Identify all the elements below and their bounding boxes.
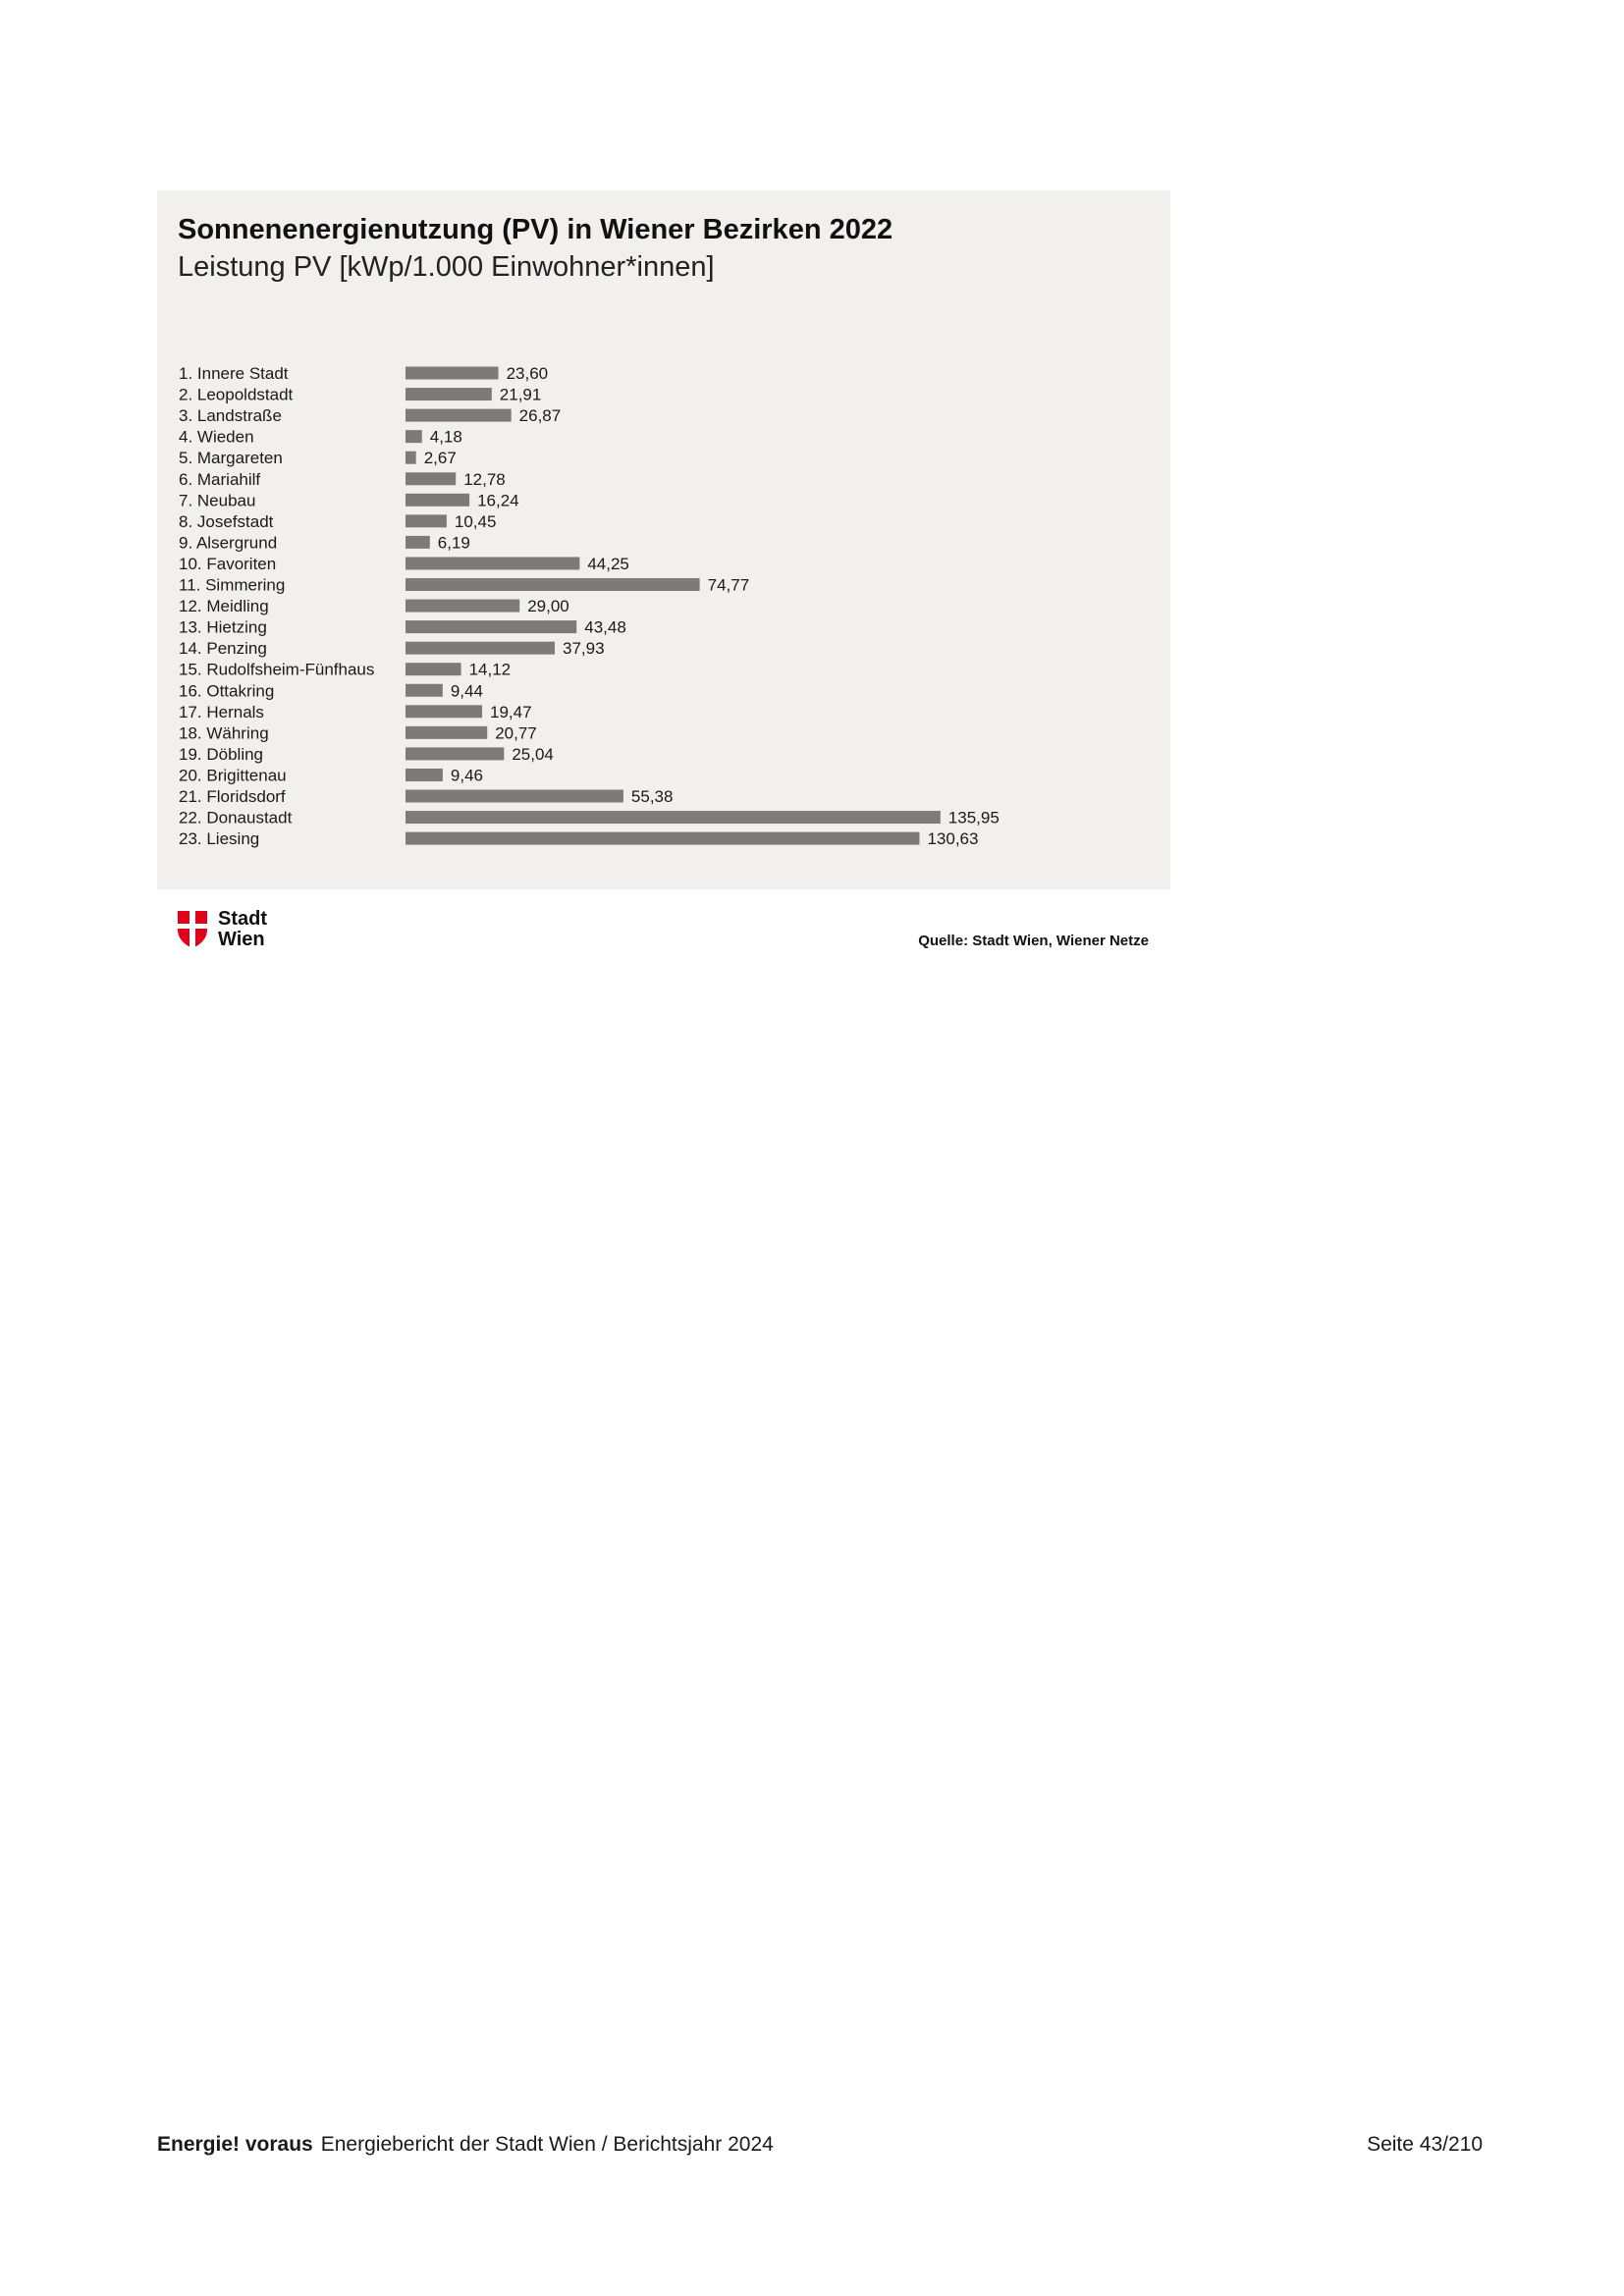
category-label: 15. Rudolfsheim-Fünfhaus: [179, 660, 375, 679]
bar: [406, 620, 576, 633]
value-label: 37,93: [562, 639, 605, 659]
bar: [406, 832, 919, 845]
chart-panel: [157, 190, 1170, 889]
bar: [406, 600, 519, 613]
stadt-wien-logo: [177, 910, 295, 953]
bar: [406, 557, 579, 569]
category-label: 9. Alsergrund: [179, 533, 278, 553]
bar: [406, 452, 416, 464]
category-label: 4. Wieden: [179, 427, 254, 447]
bar: [406, 747, 504, 760]
category-label: 8. Josefstadt: [179, 511, 274, 531]
bar: [406, 514, 447, 527]
value-label: 135,95: [947, 808, 1000, 828]
value-label: 2,67: [423, 449, 457, 468]
bar: [406, 769, 443, 781]
category-label: 11. Simmering: [179, 575, 286, 595]
logo-line-wien: Wien: [218, 929, 265, 950]
bar: [406, 663, 461, 675]
chart-subtitle: Leistung PV [kWp/1.000 Einwohner*innen]: [178, 251, 715, 283]
category-label: 21. Floridsdorf: [179, 787, 286, 806]
category-label: 20. Brigittenau: [179, 766, 287, 785]
category-label: 12. Meidling: [179, 597, 269, 616]
category-label: 16. Ottakring: [179, 681, 275, 701]
category-label: 7. Neubau: [179, 491, 256, 510]
source-note: Quelle: Stadt Wien, Wiener Netze: [918, 933, 1149, 949]
bar: [406, 472, 456, 485]
category-label: 6. Mariahilf: [179, 469, 261, 489]
bar-chart: [157, 190, 1170, 889]
chart-title: Sonnenenergienutzung (PV) in Wiener Bezirken 2022: [178, 214, 893, 245]
value-label: 14,12: [468, 660, 512, 679]
bar: [406, 536, 430, 549]
value-label: 19,47: [490, 702, 532, 721]
value-label: 16,24: [477, 491, 519, 510]
value-label: 9,44: [450, 681, 483, 701]
category-label: 17. Hernals: [179, 702, 264, 721]
bar: [406, 726, 487, 739]
category-label: 2. Leopoldstadt: [179, 385, 294, 404]
value-label: 26,87: [518, 406, 562, 426]
bar: [406, 578, 700, 591]
value-label: 4,18: [429, 427, 462, 447]
value-label: 44,25: [587, 554, 629, 573]
value-label: 55,38: [630, 787, 674, 806]
category-label: 14. Penzing: [179, 639, 267, 659]
page-number: Seite 43/210: [1367, 2133, 1483, 2156]
value-label: 6,19: [437, 533, 470, 553]
category-label: 3. Landstraße: [179, 406, 282, 426]
bar: [406, 790, 623, 803]
footer-report-title: Energiebericht der Stadt Wien / Berichtsjahr 2024: [320, 2133, 774, 2156]
value-label: 43,48: [584, 617, 626, 637]
value-label: 20,77: [495, 723, 537, 743]
value-label: 21,91: [499, 385, 542, 404]
bar: [406, 684, 443, 697]
bar: [406, 388, 492, 400]
value-label: 130,63: [927, 829, 979, 849]
category-label: 5. Margareten: [179, 449, 283, 468]
bar: [406, 705, 482, 718]
bar: [406, 409, 512, 422]
footer-brand: Energie! voraus: [157, 2133, 313, 2156]
category-label: 22. Donaustadt: [179, 808, 293, 828]
value-label: 74,77: [707, 575, 750, 595]
value-label: 10,45: [454, 511, 497, 531]
category-label: 23. Liesing: [179, 829, 260, 849]
vienna-shield-icon: [177, 910, 208, 949]
value-label: 23,60: [506, 364, 549, 383]
bar: [406, 642, 555, 655]
value-label: 9,46: [450, 766, 484, 785]
category-label: 13. Hietzing: [179, 617, 267, 637]
bar: [406, 811, 941, 824]
bar: [406, 430, 422, 443]
value-label: 25,04: [512, 744, 554, 764]
bar: [406, 494, 469, 507]
value-label: 12,78: [463, 469, 506, 489]
category-label: 19. Döbling: [179, 744, 264, 764]
value-label: 29,00: [527, 597, 569, 616]
category-label: 10. Favoriten: [179, 554, 277, 573]
bar: [406, 367, 499, 380]
page-footer: [157, 2133, 774, 2157]
logo-line-stadt: Stadt: [218, 908, 267, 930]
category-label: 18. Währing: [179, 723, 269, 743]
category-label: 1. Innere Stadt: [179, 364, 289, 383]
